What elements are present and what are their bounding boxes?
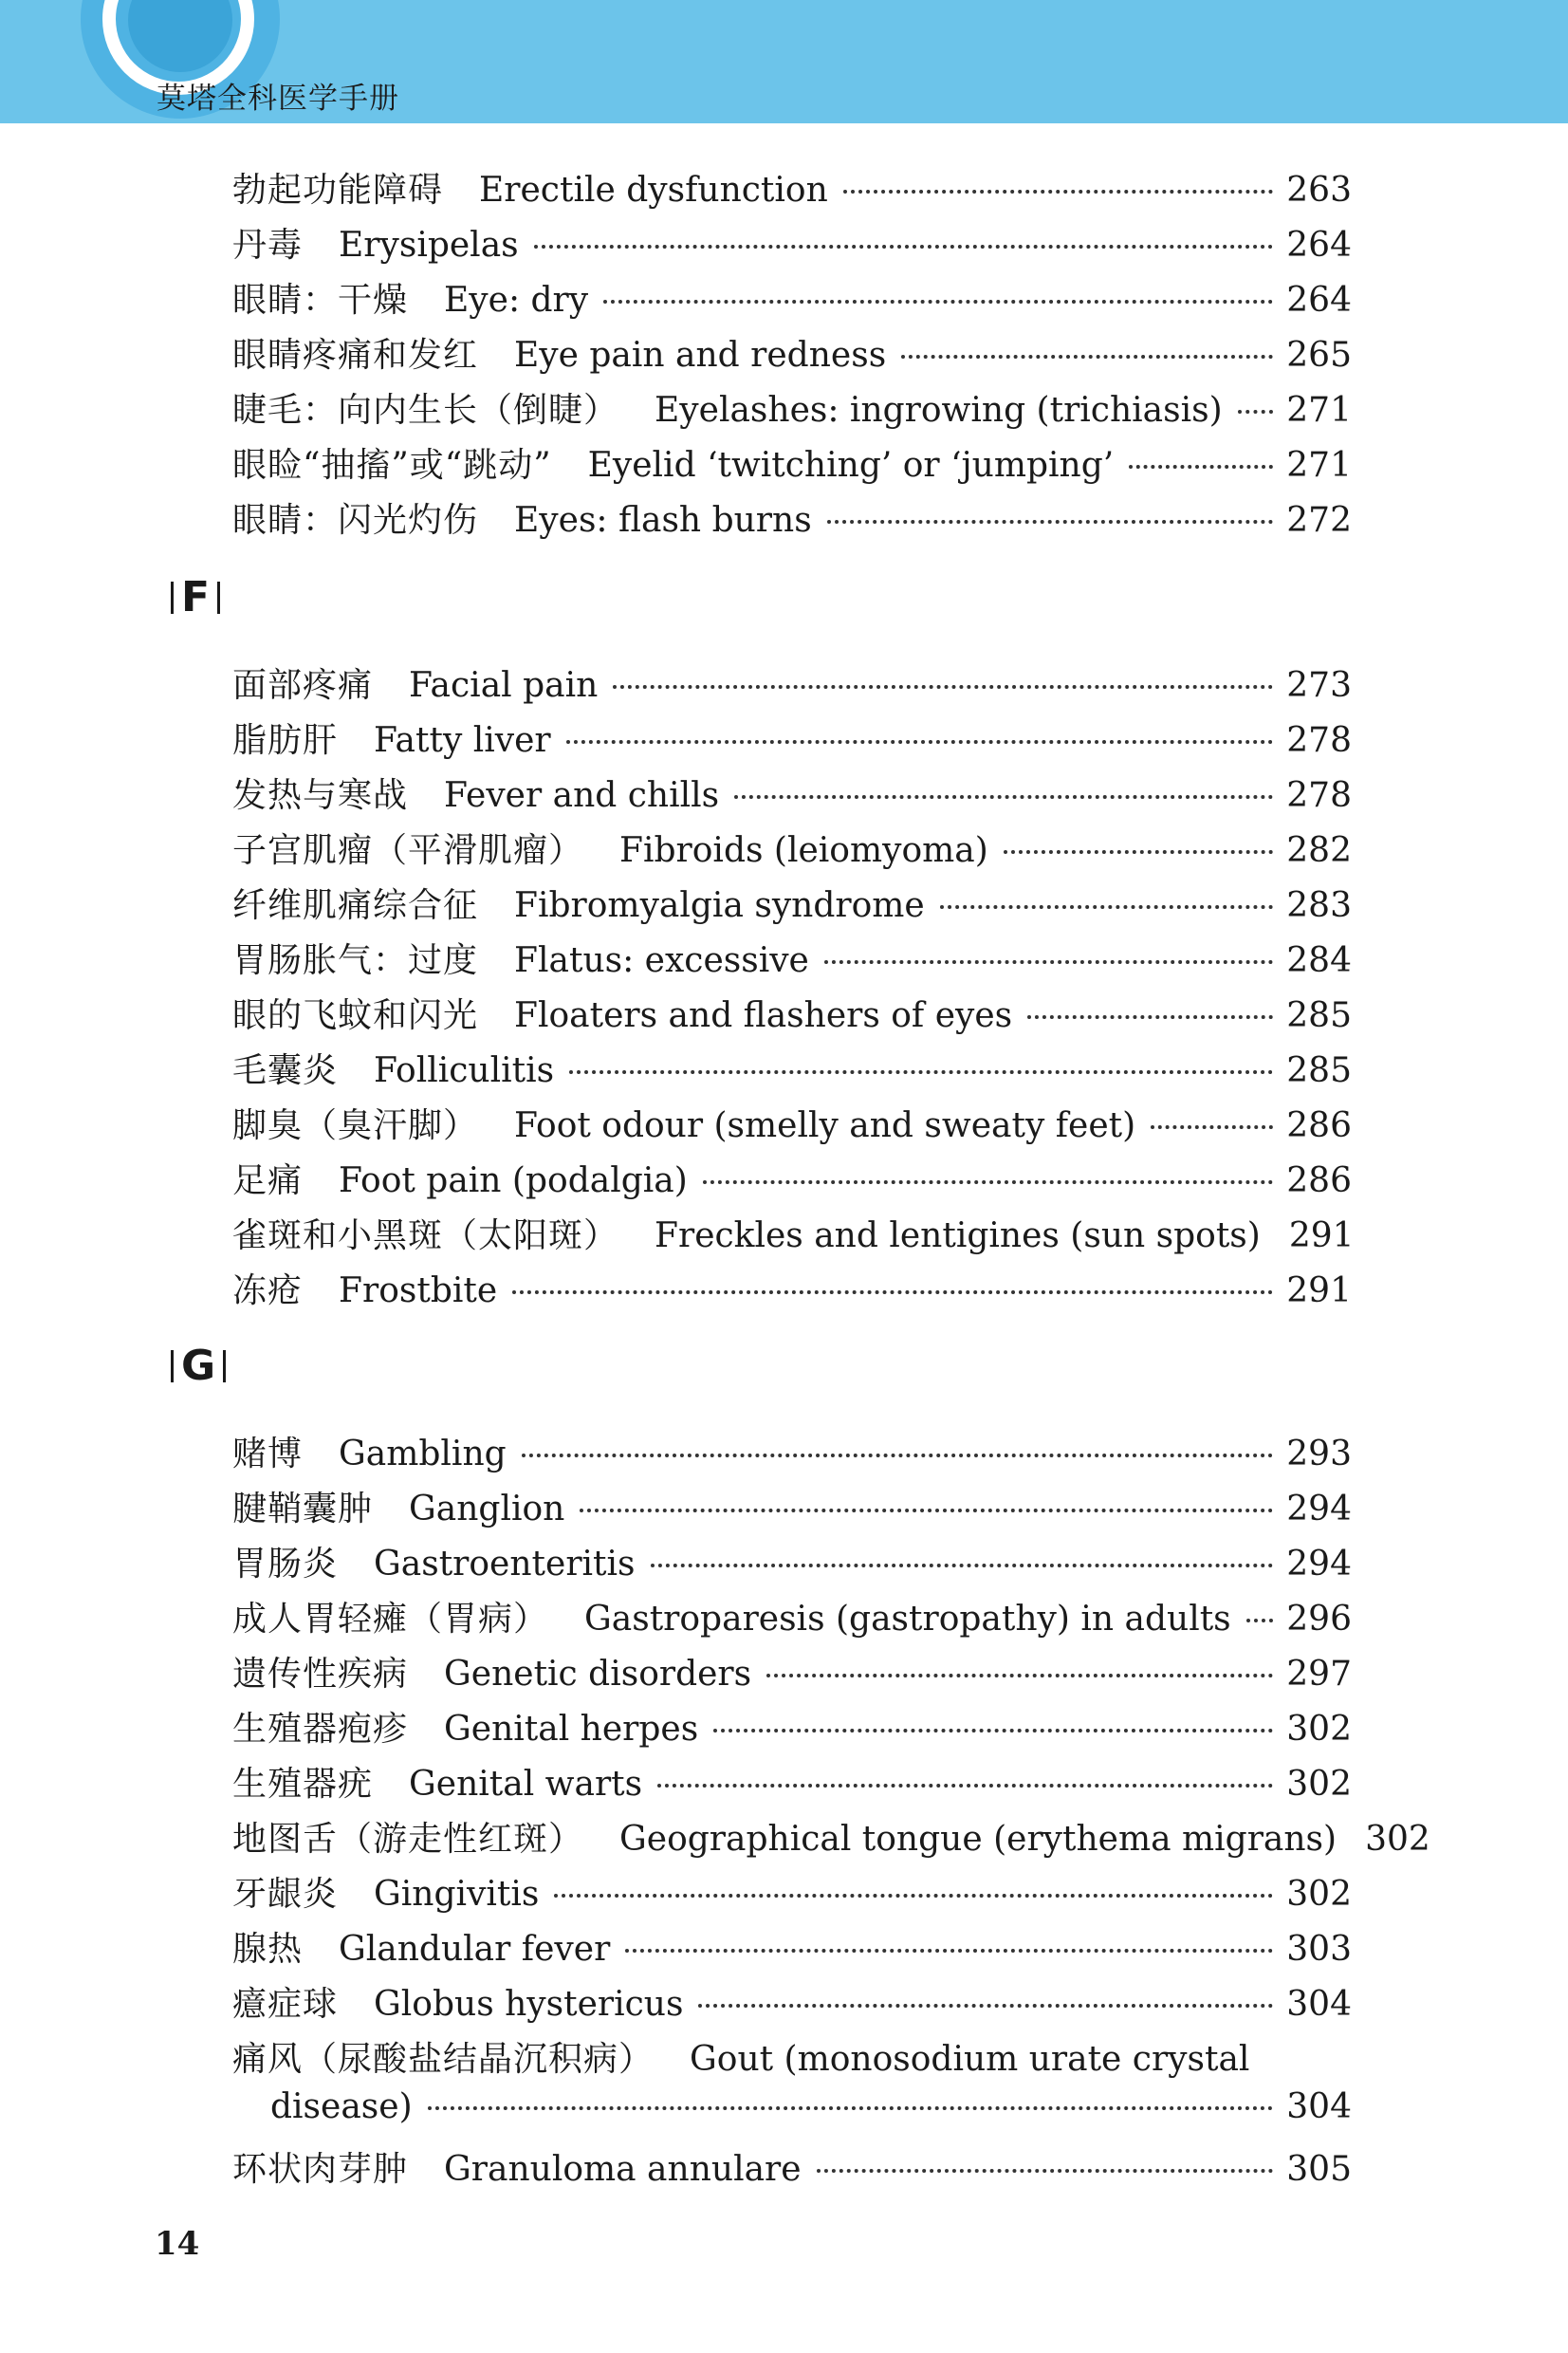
index-entry[interactable]: [232, 658, 1352, 704]
entry-page: 271: [1286, 446, 1352, 485]
section-heading-g: [163, 1342, 233, 1390]
entry-page: 278: [1286, 776, 1352, 815]
entry-page: 294: [1286, 1545, 1352, 1584]
heading-bar: [217, 582, 220, 614]
entry-en: Erectile dysfunction: [479, 171, 828, 210]
entry-zh: 勃起功能障碍: [232, 171, 444, 210]
entry-zh: 腺热: [232, 1930, 304, 1969]
entry-zh: 生殖器疣: [232, 1765, 374, 1804]
leader-dots: [698, 2004, 1273, 2008]
entry-en: Genital herpes: [444, 1710, 699, 1749]
entry-zh: 眼睑“抽搐”或“跳动”: [232, 446, 552, 485]
leader-dots: [522, 1454, 1274, 1457]
entry-en: Gastroenteritis: [374, 1545, 636, 1584]
leader-dots: [428, 2106, 1274, 2110]
index-entry[interactable]: [232, 438, 1352, 484]
entry-zh: 子宫肌瘤（平滑肌瘤）: [232, 831, 584, 870]
heading-bar: [171, 1350, 174, 1382]
entry-page: 304: [1286, 2087, 1352, 2126]
entry-en: Floaters and flashers of eyes: [514, 996, 1013, 1035]
entry-zh: 毛囊炎: [232, 1051, 339, 1090]
index-entry[interactable]: [232, 1647, 1352, 1693]
index-entry[interactable]: [232, 328, 1352, 374]
entry-en: Globus hystericus: [374, 1985, 684, 2024]
index-entry[interactable]: [232, 713, 1352, 759]
leader-dots: [566, 740, 1274, 744]
index-entry[interactable]: [232, 493, 1352, 539]
entry-zh: 睫毛：向内生长（倒睫）: [232, 391, 619, 430]
leader-dots: [534, 245, 1274, 249]
entry-en: Erysipelas: [339, 226, 519, 265]
entry-en: Folliculitis: [374, 1051, 555, 1090]
entry-zh: 癔症球: [232, 1985, 339, 2024]
leader-dots: [651, 1564, 1274, 1567]
leader-dots: [817, 2169, 1274, 2173]
entry-page: 264: [1286, 281, 1352, 320]
entry-page: 283: [1286, 886, 1352, 925]
entry-zh: 成人胃轻瘫（胃病）: [232, 1600, 549, 1639]
entry-en: Flatus: excessive: [514, 941, 809, 980]
leader-dots: [1129, 465, 1273, 469]
index-entry[interactable]: [232, 1537, 1352, 1583]
index-entry[interactable]: [232, 1977, 1352, 2023]
entry-page: 282: [1286, 831, 1352, 870]
entry-zh: 胃肠炎: [232, 1545, 339, 1584]
entry-en: Gastroparesis (gastropathy) in adults: [584, 1600, 1231, 1639]
index-entry[interactable]: [232, 1867, 1352, 1913]
index-entry[interactable]: [232, 1482, 1352, 1528]
entry-zh: 面部疼痛: [232, 666, 374, 705]
entry-en: Gingivitis: [374, 1875, 540, 1914]
entry-page: 302: [1286, 1875, 1352, 1914]
entry-page: 293: [1286, 1435, 1352, 1473]
index-entry[interactable]: [232, 1757, 1352, 1803]
entry-zh: 发热与寒战: [232, 776, 409, 815]
index-entry[interactable]: [232, 273, 1352, 319]
page-number: 14: [155, 2225, 200, 2263]
leader-dots: [657, 1784, 1273, 1788]
index-entry[interactable]: [232, 2032, 1352, 2078]
entry-page: 297: [1286, 1655, 1352, 1694]
entry-page: 265: [1286, 336, 1352, 375]
entry-page: 303: [1286, 1930, 1352, 1969]
leader-dots: [625, 1949, 1273, 1953]
entry-zh: 脚臭（臭汗脚）: [232, 1106, 479, 1145]
index-entry[interactable]: [232, 879, 1352, 924]
entry-zh: 腱鞘囊肿: [232, 1490, 374, 1529]
entry-page: 278: [1286, 721, 1352, 760]
entry-page: 302: [1286, 1710, 1352, 1749]
leader-dots: [713, 1729, 1273, 1732]
index-entry[interactable]: [232, 383, 1352, 429]
entry-page: 291: [1286, 1271, 1352, 1310]
entry-page: 284: [1286, 941, 1352, 980]
leader-dots: [613, 685, 1273, 689]
entry-en: Ganglion: [409, 1490, 565, 1529]
entry-page: 302: [1286, 1765, 1352, 1804]
entry-zh: 脂肪肝: [232, 721, 339, 760]
entry-en: Fever and chills: [444, 776, 720, 815]
leader-dots: [569, 1070, 1273, 1074]
header-band: [0, 0, 1568, 123]
entry-page: 294: [1286, 1490, 1352, 1529]
entry-page: 263: [1286, 171, 1352, 210]
entry-zh: 痛风（尿酸盐结晶沉积病）: [232, 2040, 655, 2079]
entry-en: Fibromyalgia syndrome: [514, 886, 925, 925]
entry-en: Foot odour (smelly and sweaty feet): [514, 1106, 1136, 1145]
index-entry[interactable]: [232, 1209, 1355, 1255]
heading-bar: [171, 582, 174, 614]
index-entry[interactable]: [232, 1154, 1352, 1199]
entry-en: Eyes: flash burns: [514, 501, 812, 540]
index-entry[interactable]: [232, 1922, 1352, 1968]
entry-en: Freckles and lentigines (sun spots): [655, 1216, 1261, 1255]
leader-dots: [1027, 1015, 1273, 1019]
leader-dots: [1246, 1619, 1274, 1622]
leader-dots: [1004, 850, 1274, 854]
leader-dots: [703, 1180, 1273, 1184]
section-letter: F: [181, 573, 211, 621]
entry-page: 285: [1286, 996, 1352, 1035]
index-entry[interactable]: [232, 769, 1352, 814]
index-entry[interactable]: [232, 218, 1352, 264]
entry-page: 304: [1286, 1985, 1352, 2024]
entry-page: 264: [1286, 226, 1352, 265]
entry-zh: 眼睛疼痛和发红: [232, 336, 479, 375]
leader-dots: [1151, 1125, 1273, 1129]
entry-en: Genetic disorders: [444, 1655, 752, 1694]
entry-zh: 眼睛：干燥: [232, 281, 409, 320]
entry-page: 296: [1286, 1600, 1352, 1639]
entry-en: Eyelid ‘twitching’ or ‘jumping’: [587, 446, 1115, 485]
heading-bar: [223, 1350, 226, 1382]
entry-en: Gout (monosodium urate crystal: [690, 2040, 1250, 2079]
leader-dots: [901, 355, 1273, 359]
entry-page: 272: [1286, 501, 1352, 540]
entry-en: Eyelashes: ingrowing (trichiasis): [655, 391, 1223, 430]
index-entry[interactable]: [232, 163, 1352, 209]
entry-page: 305: [1286, 2150, 1352, 2189]
section-heading-f: [163, 573, 228, 621]
leader-dots: [940, 905, 1274, 909]
section-letter: G: [181, 1342, 216, 1390]
entry-page: 271: [1286, 391, 1352, 430]
entry-page: 286: [1286, 1161, 1352, 1200]
entry-en: Fibroids (leiomyoma): [619, 831, 988, 870]
leader-dots: [734, 795, 1273, 799]
entry-en: Gambling: [339, 1435, 507, 1473]
index-entry[interactable]: [232, 1812, 1430, 1859]
index-entry[interactable]: [232, 824, 1352, 869]
entry-page: 302: [1365, 1820, 1430, 1859]
entry-zh: 丹毒: [232, 226, 304, 265]
index-entry[interactable]: [232, 2142, 1352, 2188]
entry-zh: 雀斑和小黑斑（太阳斑）: [232, 1216, 619, 1255]
book-title: 莫塔全科医学手册: [157, 82, 399, 116]
entry-zh: 眼的飞蚊和闪光: [232, 996, 479, 1035]
leader-dots: [1238, 410, 1274, 414]
entry-zh: 地图舌（游走性红斑）: [232, 1820, 584, 1859]
entry-page: 291: [1288, 1216, 1355, 1255]
entry-en: Granuloma annulare: [444, 2150, 802, 2189]
entry-zh: 胃肠胀气：过度: [232, 941, 479, 980]
leader-dots: [580, 1509, 1273, 1512]
entry-zh: 冻疮: [232, 1271, 304, 1310]
entry-zh: 生殖器疱疹: [232, 1710, 409, 1749]
entry-page: 273: [1286, 666, 1352, 705]
entry-en: Frostbite: [339, 1271, 498, 1310]
index-entry[interactable]: [232, 1702, 1352, 1748]
index-entry[interactable]: [232, 934, 1352, 979]
entry-zh: 眼睛：闪光灼伤: [232, 501, 479, 540]
leader-dots: [843, 190, 1274, 194]
index-entry[interactable]: [232, 1592, 1352, 1638]
leader-dots: [827, 520, 1274, 524]
leader-dots: [766, 1674, 1273, 1677]
index-entry[interactable]: [232, 1099, 1352, 1144]
entry-en: Eye pain and redness: [514, 336, 887, 375]
entry-en: Glandular fever: [339, 1930, 611, 1969]
index-entry[interactable]: [232, 989, 1352, 1034]
index-entry[interactable]: [232, 1427, 1352, 1473]
leader-dots: [603, 300, 1273, 304]
leader-dots: [554, 1894, 1273, 1898]
entry-en: Genital warts: [409, 1765, 643, 1804]
entry-en: Facial pain: [409, 666, 599, 705]
leader-dots: [824, 960, 1273, 964]
index-entry-continuation[interactable]: [268, 2087, 1352, 2133]
index-entry[interactable]: [232, 1044, 1352, 1089]
entry-page: 286: [1286, 1106, 1352, 1145]
entry-zh: 纤维肌痛综合征: [232, 886, 479, 925]
entry-zh: 赌博: [232, 1435, 304, 1473]
leader-dots: [512, 1290, 1273, 1294]
entry-zh: 牙龈炎: [232, 1875, 339, 1914]
entry-zh: 环状肉芽肿: [232, 2150, 409, 2189]
entry-zh: 遗传性疾病: [232, 1655, 409, 1694]
entry-en: Eye: dry: [444, 281, 589, 320]
entry-en: Fatty liver: [374, 721, 551, 760]
entry-en: Foot pain (podalgia): [339, 1161, 688, 1200]
entry-en: Geographical tongue (erythema migrans): [619, 1820, 1337, 1859]
entry-zh: 足痛: [232, 1161, 304, 1200]
index-entry[interactable]: [232, 1264, 1352, 1309]
entry-en: disease): [270, 2087, 413, 2126]
entry-page: 285: [1286, 1051, 1352, 1090]
